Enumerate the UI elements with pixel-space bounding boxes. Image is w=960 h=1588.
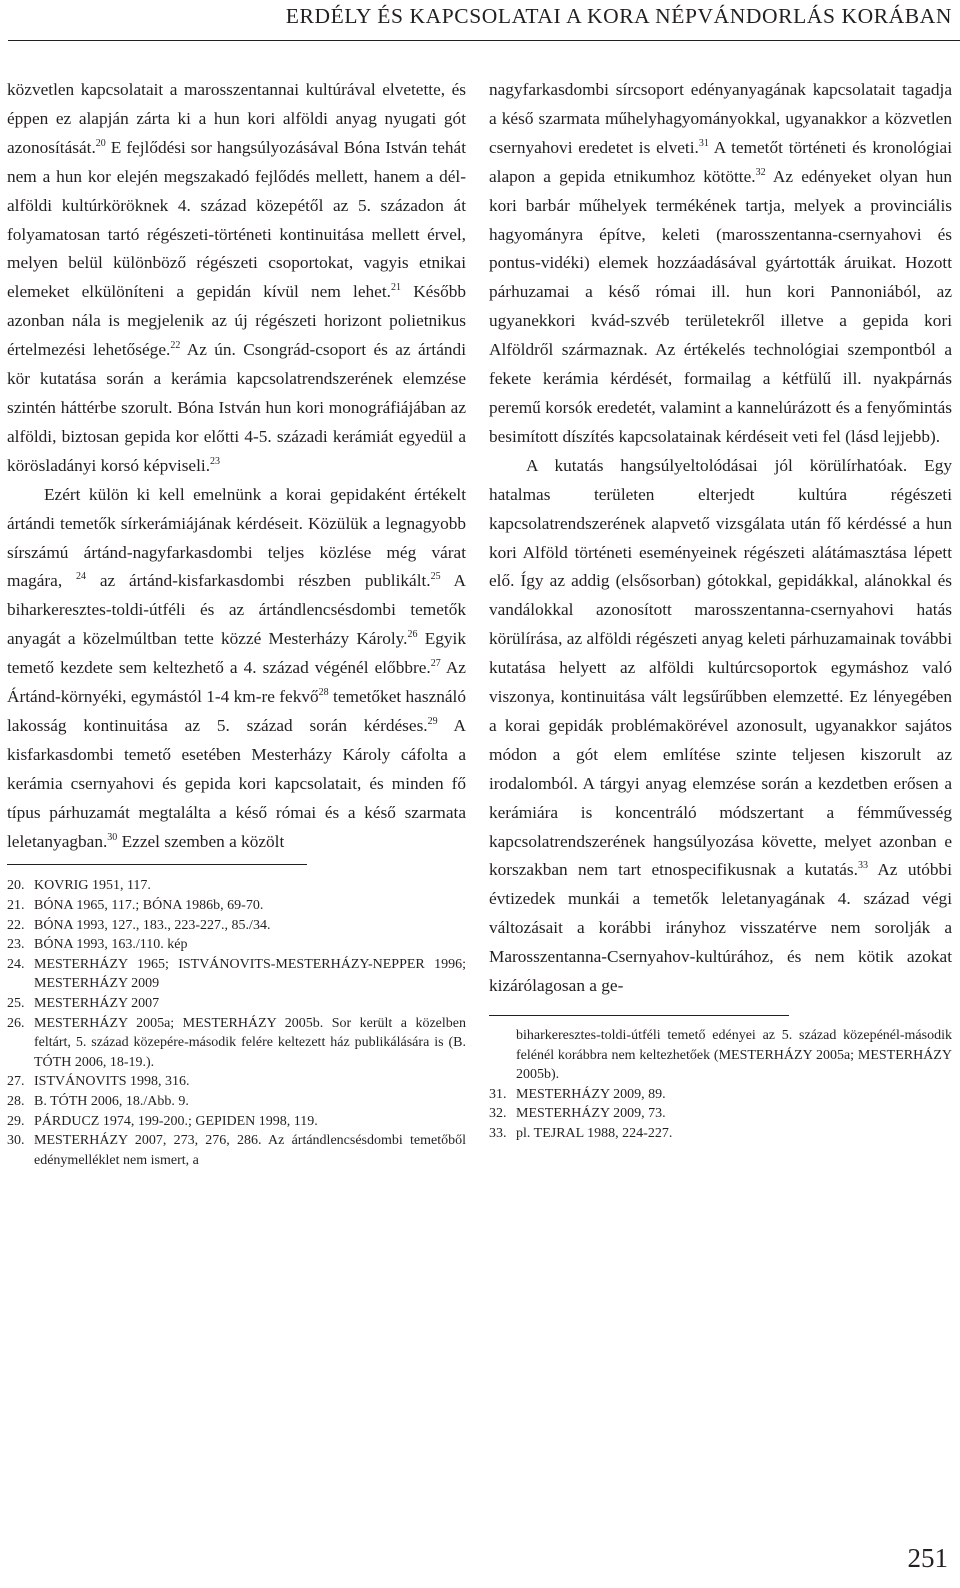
left-paragraph-2 (7, 481, 466, 857)
footnote (7, 1092, 466, 1112)
text-run: az ártánd-kisfarkasdombi részben publikált. (86, 571, 431, 591)
text-run: Később azonban nála is megjelenik az új régészeti horizont polietnikus értelmezési lehetősége. (7, 282, 466, 360)
right-paragraph-2 (489, 452, 952, 1001)
footnote-number: 25. (7, 996, 25, 1012)
text-run: A temetőt történeti és kronológiai alapon a gepida etnikumhoz kötötte. (489, 137, 952, 186)
text-run: A biharkeresztes-toldi-útféli és az ártándlencsésdombi temetők anyagát a közelmúltban tette közzé Mesterházy Károly. (7, 571, 466, 649)
footnote (7, 1072, 466, 1092)
text-run: Ezért külön ki kell emelnünk a korai gepidaként értékelt ártándi temetők sírkerámiájának kérdéseit. Közülük a legnagyobb sírszámú ártánd-nagyfarkasdombi teljes közlése még várat magára, (7, 484, 466, 591)
footnote (489, 1085, 952, 1105)
footnote-ref: 26 (407, 629, 418, 641)
left-footnotes (7, 876, 466, 1170)
footnote-text: B. TÓTH 2006, 18./Abb. 9. (34, 1094, 189, 1109)
header-rule (8, 40, 960, 41)
text-run: A kisfarkasdombi temető esetében Mesterházy Károly cáfolta a kerámia csernyahovi és gepida kori kapcsolatait, és minden fő típus párhuzamát megtalálta a késő római és a késő szarmata leletanyagban. (7, 715, 466, 851)
footnote (7, 876, 466, 896)
footnote-text: BÓNA 1993, 163./110. kép (34, 937, 188, 953)
footnote-number: 27. (7, 1074, 25, 1090)
footnote-number: 33. (489, 1125, 507, 1141)
footnote-number: 22. (7, 917, 25, 933)
text-run: temetőket használó lakosság kontinuitása az 5. század során kérdéses. (7, 687, 466, 735)
footnote (7, 994, 466, 1014)
footnote (7, 916, 466, 936)
text-run: Az utóbbi évtizedek munkái a temetők leletanyagának 4. század végi változásait a korábbi irányhoz visszatérve nem sorolják a Marosszentanna-Csernyahov-kultúrához, és nem kötik azokat kizárólagosan a ge- (489, 860, 952, 996)
left-column (7, 76, 466, 1170)
footnote-text: MESTERHÁZY 2009, 89. (516, 1086, 666, 1102)
footnote (7, 896, 466, 916)
footnote-number: 31. (489, 1086, 507, 1102)
footnote-number: 29. (7, 1113, 25, 1129)
footnote-text: KOVRIG 1951, 117. (34, 878, 151, 894)
footnote-continuation: biharkeresztes-toldi-útféli temető edényei az 5. század közepénél-második felénél korábbra nem keltezhetőek (MESTERHÁZY 2005a; MESTERHÁZY 2005b). (516, 1028, 952, 1083)
footnote-number: 28. (7, 1094, 25, 1109)
footnote (489, 1124, 952, 1144)
footnote-ref: 28 (318, 687, 329, 699)
footnote-text: BÓNA 1965, 117.; BÓNA 1986b, 69-70. (34, 898, 264, 914)
text-run: Az Ártánd-környéki, egymástól 1-4 km-re fekvő (7, 658, 466, 707)
footnote-ref: 20 (95, 137, 106, 149)
footnote-ref: 22 (170, 340, 181, 352)
footnote-number: 32. (489, 1106, 507, 1122)
page-number: 251 (907, 1543, 948, 1573)
right-column (489, 76, 952, 1144)
footnote-ref: 30 (107, 831, 118, 843)
footnote (7, 1131, 466, 1170)
text-run: nagyfarkasdombi sírcsoport edényanyagának kapcsolatait tagadja a késő szarmata műhelyhagyományokkal, ugyanakkor a közvetlen csernyahovi eredetet is elveti. (489, 80, 952, 157)
left-body (7, 76, 466, 856)
footnote-ref: 25 (430, 571, 441, 583)
footnote-ref: 32 (755, 166, 766, 178)
footnote-text: MESTERHÁZY 2007, 273, 276, 286. Az ártándlencsésdombi temetőből edénymelléklet nem ismert, a (34, 1133, 466, 1168)
text-run: A kutatás hangsúlyeltolódásai jól körülírhatóak. Egy hatalmas területen elterjedt kultúra régészeti kapcsolatrendszerének alapvető vizsgálata után fő kérdéssé a hun kori Alföld történeti eseményeinek régészeti alátámasztása lépett elő. Így az addig (elsősorban) gótokkal, gepidákkal, alánokkal és vandálokkal azonosított marosszentanna-csernyahovi hatás körülírása, az alföldi régészeti anyag keleti párhuzamainak további kutatása helyett az alföldi kultúrcsoportok egymáshoz való viszonya, kontinuitása vált legsűrűbben elemzetté. Ez lényegében a korai gepidák problémakörével azonosult, ugyanakkor sajátos módon a gót elem említése szinte teljesen kiszorult az irodalomból. A tárgyi anyag elemzése során a kezdetben erősen a kerámiára is koncentráló módszertant a fémművesség kapcsolatrendszerének hangsúlyozása követte, melyet azonban e korszakban nem tart etnospecifikusnak a kutatás. (489, 455, 952, 880)
text-run: Az edényeket olyan hun kori barbár műhelyek termékének tartja, melyek a provinciális hagyományra építve, keleti (marosszentanna-csernyahovi és pontus-vidéki) elemek hozzáadásával gyártották áruikat. Hozott párhuzamai a késő római ill. hun kori Pannoniából, az ugyanekkori kvád-szvéb területekről illetve a gepida kori Alföldről származnak. Az értékelés technológiai szempontból a fekete kerámia kérdését, formailag a kétfülű ill. nyakpárnás peremű korsók eredetét, valamint a kannelúrázott és a fenyőmintás besimított díszítés kapcsolatainak kérdéseit veti fel (lásd lejjebb). (489, 166, 953, 446)
footnote-number: 24. (7, 956, 25, 972)
footnote (7, 955, 466, 994)
right-body (489, 76, 952, 1001)
footnote-text: pl. TEJRAL 1988, 224-227. (516, 1125, 673, 1141)
footnote-number: 26. (7, 1015, 25, 1031)
right-footnote-list (489, 1085, 952, 1144)
running-header (0, 0, 960, 44)
footnote (489, 1104, 952, 1124)
text-run: E fejlődési sor hangsúlyozásával Bóna István tehát nem a hun kor elején megszakadó fejlődés mellett, hanem a dél-alföldi kultúrköröknek 4. század közepétől az 5. századon át folyamatosan tartó régészeti-történeti kontinuitása mellett érvel, melyen belül különböző régészeti csoportokat, vagyis etnikai elemeket elkülöníteni a gepidán kívül nem lehet. (7, 137, 466, 302)
footnote-ref: 31 (698, 137, 709, 149)
footnote (7, 1112, 466, 1132)
left-paragraph-1 (7, 76, 466, 481)
footnote-text: BÓNA 1993, 127., 183., 223-227., 85./34. (34, 917, 271, 933)
footnote-ref: 33 (857, 860, 868, 872)
text-run: Ezzel szemben a közölt (117, 831, 285, 851)
footnote-ref: 23 (210, 455, 221, 467)
text-run: Az ún. Csongrád-csoport és az ártándi kör kutatása során a kerámia kapcsolatrendszerének elemzése szintén háttérbe szorult. Bóna István hun kori monográfiájában az alföldi, biztosan gepida kor előtti 4-5. századi kerámiát egyedül a körösladányi korsó képviseli. (7, 340, 466, 475)
footnote-ref: 27 (430, 658, 441, 670)
footnote-number: 30. (7, 1133, 25, 1149)
footnote-ref: 24 (76, 571, 86, 583)
footnote-text: MESTERHÁZY 1965; ISTVÁNOVITS-MESTERHÁZY-NEPPER 1996; MESTERHÁZY 2009 (34, 956, 466, 992)
footnote-number: 23. (7, 937, 25, 953)
footnote-ref: 21 (390, 282, 401, 294)
footnote (7, 1014, 466, 1073)
right-paragraph-1 (489, 76, 952, 452)
footnote-text: MESTERHÁZY 2007 (34, 996, 160, 1012)
footnote-number: 20. (7, 878, 25, 894)
footnote-text: PÁRDUCZ 1974, 199-200.; GEPIDEN 1998, 119. (34, 1113, 318, 1129)
text-run: Egyik temető kezdete sem keltezhető a 4. század végénél előbbre. (7, 629, 466, 678)
footnote-ref: 29 (427, 715, 438, 727)
footnote-text: MESTERHÁZY 2009, 73. (516, 1106, 666, 1122)
running-header-title: ERDÉLY ÉS KAPCSOLATAI A KORA NÉPVÁNDORLÁS KORÁBAN (285, 4, 952, 28)
footnote-number: 21. (7, 898, 25, 914)
footnote-text: ISTVÁNOVITS 1998, 316. (34, 1074, 190, 1090)
footnote-text: MESTERHÁZY 2005a; MESTERHÁZY 2005b. Sor került a közelben feltárt, 5. század közepére-második felére keltezett ház publikálására is (B. TÓTH 2006, 18-19.). (34, 1015, 466, 1070)
footnote (7, 935, 466, 955)
footnote-rule (489, 1015, 789, 1016)
right-footnotes (489, 1026, 952, 1144)
text-run: közvetlen kapcsolatait a marosszentannai kultúrával elvetette, és éppen ez alapján zárta ki a hun kori alföldi anyag nyugati gót azonosítását. (7, 80, 466, 157)
footnote-rule (7, 864, 307, 865)
